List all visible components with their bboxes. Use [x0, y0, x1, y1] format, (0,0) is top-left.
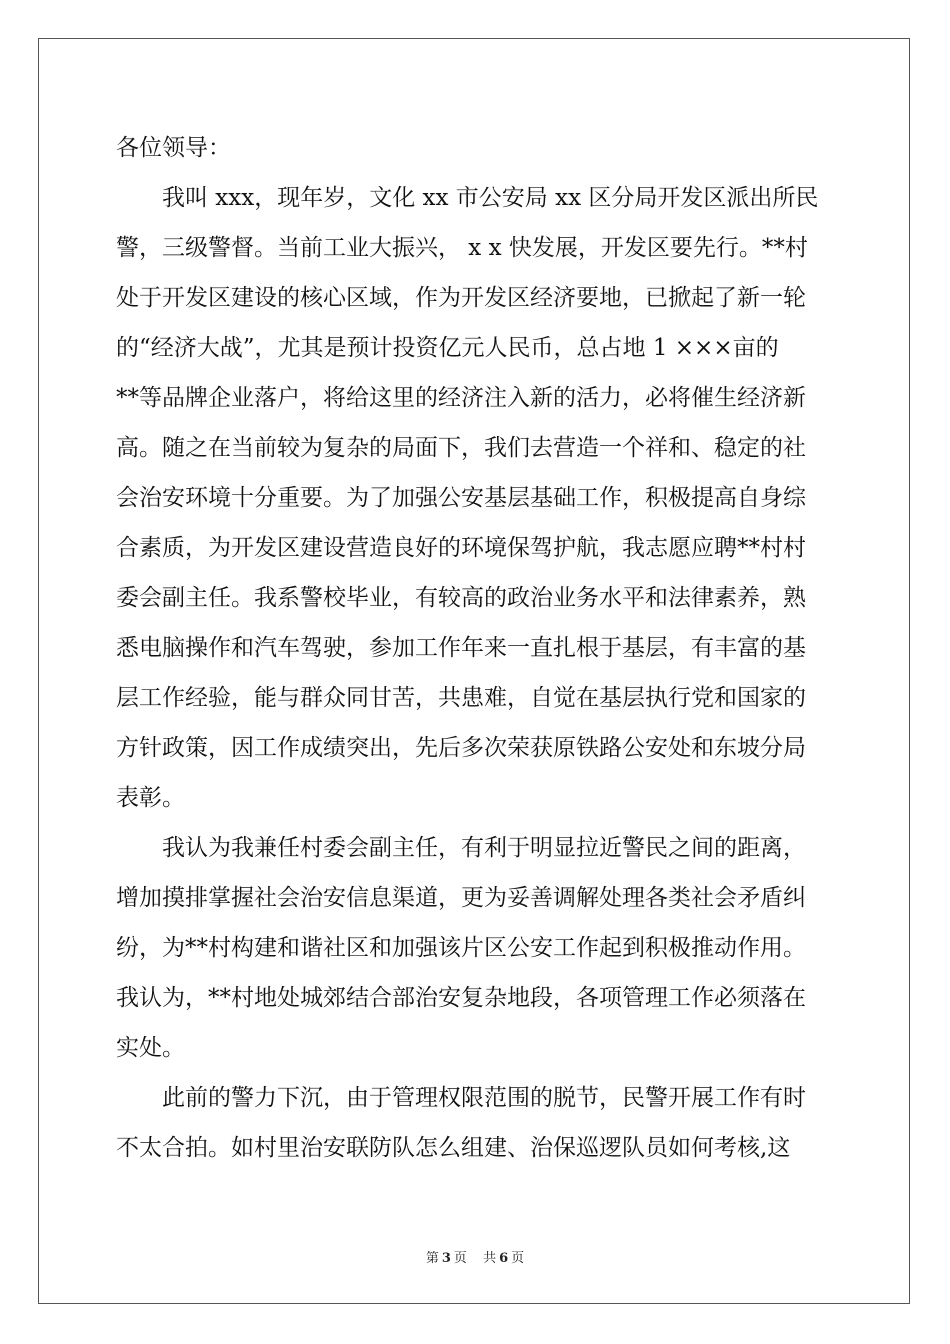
text-line: 增加摸排掌握社会治安信息渠道，更为妥善调解处理各类社会矛盾纠: [116, 885, 806, 911]
page-label-prefix: 第: [425, 1251, 439, 1266]
text-line: 合素质，为开发区建设营造良好的环境保驾护航，我志愿应聘**村村: [116, 535, 806, 561]
total-label-suffix: 页: [511, 1251, 525, 1266]
text-line: 此前的警力下沉，由于管理权限范围的脱节，民警开展工作有时: [116, 1085, 806, 1111]
text-line: 表彰。: [116, 785, 185, 811]
text-line: 警，三级警督。当前工业大振兴， x x 快发展，开发区要先行。**村: [116, 235, 808, 261]
page-number: 3: [441, 1251, 451, 1266]
text-line: 层工作经验，能与群众同甘苦，共患难，自觉在基层执行党和国家的: [116, 685, 806, 711]
text-line: 纷，为**村构建和谐社区和加强该片区公安工作起到积极推动作用。: [116, 935, 806, 961]
text-line: 我叫 xxx，现年岁，文化 xx 市公安局 xx 区分局开发区派出所民: [116, 185, 819, 211]
text-line: 方针政策，因工作成绩突出，先后多次荣获原铁路公安处和东坡分局: [116, 735, 806, 761]
text-line: 不太合拍。如村里治安联防队怎么组建、治保巡逻队员如何考核,这: [116, 1135, 791, 1161]
text-line: 我认为我兼任村委会副主任，有利于明显拉近警民之间的距离，: [116, 835, 806, 861]
text-line: 我认为，**村地处城郊结合部治安复杂地段，各项管理工作必须落在: [116, 985, 806, 1011]
total-pages: 6: [499, 1251, 509, 1266]
text-line: 的“经济大战”，尤其是预计投资亿元人民币，总占地 1 ×××亩的: [116, 335, 779, 361]
total-indicator: [480, 1251, 527, 1266]
text-line: 高。随之在当前较为复杂的局面下，我们去营造一个祥和、稳定的社: [116, 435, 806, 461]
text-line: 委会副主任。我系警校毕业，有较高的政治业务水平和法律素养，熟: [116, 585, 806, 611]
text-line: 实处。: [116, 1035, 185, 1061]
text-line: 会治安环境十分重要。为了加强公安基层基础工作，积极提高自身综: [116, 485, 806, 511]
salutation-line: 各位领导：: [116, 135, 231, 161]
total-label-prefix: 共: [483, 1251, 497, 1266]
page-indicator: [423, 1251, 470, 1266]
page-label-suffix: 页: [453, 1251, 467, 1266]
page-footer: [0, 1247, 950, 1266]
text-line: 处于开发区建设的核心区域，作为开发区经济要地，已掀起了新一轮: [116, 285, 806, 311]
text-line: **等品牌企业落户，将给这里的经济注入新的活力，必将催生经济新: [116, 385, 806, 411]
text-line: 悉电脑操作和汽车驾驶，参加工作年来一直扎根于基层，有丰富的基: [116, 635, 806, 661]
